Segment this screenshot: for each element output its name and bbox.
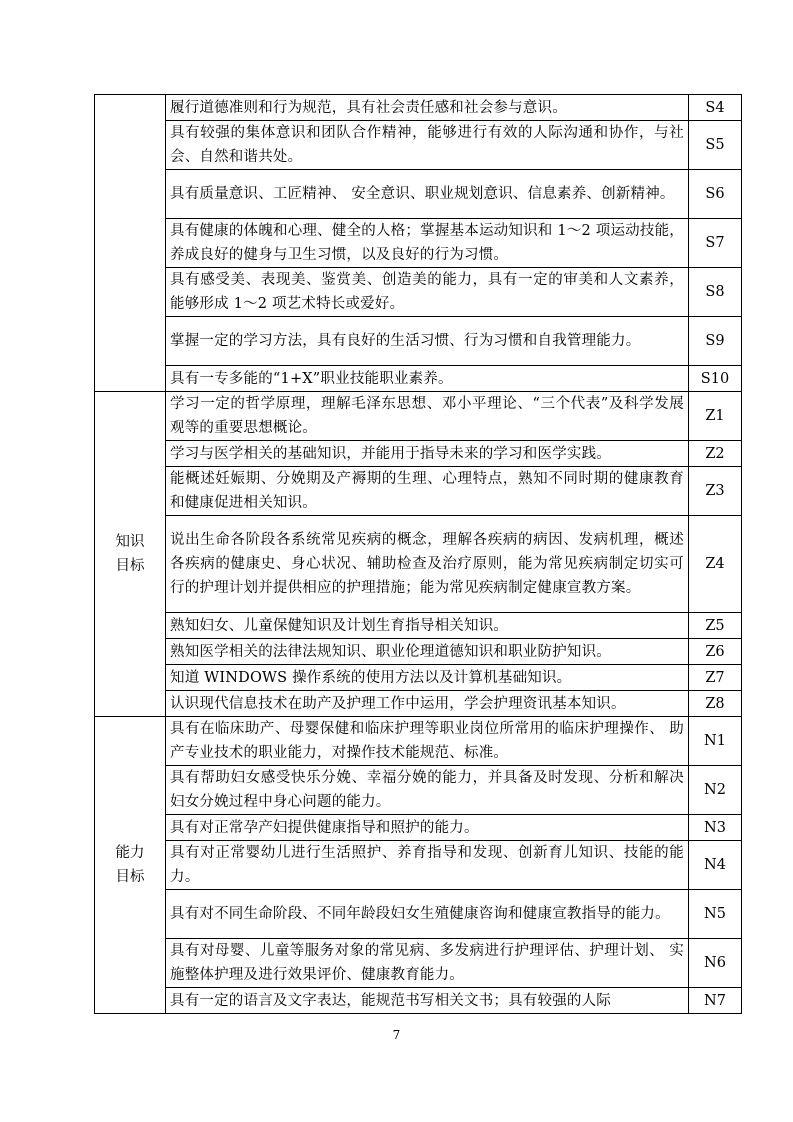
goal-description: 学习与医学相关的基础知识，并能用于指导未来的学习和医学实践。: [166, 441, 689, 467]
table-row: [95, 939, 742, 988]
category-label: 能力目标: [115, 845, 145, 885]
table-row: [95, 516, 742, 613]
table-row: [95, 841, 742, 890]
goal-description: 说出生命各阶段各系统常见疾病的概念，理解各疾病的病因、发病机理，概述各疾病的健康史、身心状况、辅助检查及治疗原则，能为常见疾病制定切实可行的护理计划并提供相应的护理措施；能为常见疾病制定健康宣教方案。: [166, 516, 689, 613]
table-row: [95, 219, 742, 268]
goal-code: S9: [689, 317, 742, 366]
goal-description: 具有对不同生命阶段、不同年龄段妇女生殖健康咨询和健康宣教指导的能力。: [166, 890, 689, 939]
page-number: 7: [392, 1028, 401, 1042]
goal-description: 具有感受美、表现美、鉴赏美、创造美的能力，具有一定的审美和人文素养，能够形成 1～2 项艺术特长或爱好。: [166, 268, 689, 317]
table-row: [95, 170, 742, 219]
goal-code: N2: [689, 766, 742, 815]
goal-description: 熟知医学相关的法律法规知识、职业伦理道德知识和职业防护知识。: [166, 639, 689, 665]
goal-code: N7: [689, 988, 742, 1014]
goal-description: 具有质量意识、工匠精神、 安全意识、职业规划意识、信息素养、创新精神。: [166, 170, 689, 219]
goal-code: S4: [689, 95, 742, 121]
goal-code: N4: [689, 841, 742, 890]
goal-code: Z1: [689, 392, 742, 441]
goal-description: 具有一定的语言及文字表达，能规范书写相关文书；具有较强的人际: [166, 988, 689, 1014]
goal-description: 能概述妊娠期、分娩期及产褥期的生理、心理特点，熟知不同时期的健康教育和健康促进相关知识。: [166, 467, 689, 516]
table-row: [95, 988, 742, 1014]
goal-description: 熟知妇女、儿童保健知识及计划生育指导相关知识。: [166, 613, 689, 639]
table-row: [95, 717, 742, 766]
goal-description: 掌握一定的学习方法，具有良好的生活习惯、行为习惯和自我管理能力。: [166, 317, 689, 366]
goal-description: 具有在临床助产、母婴保健和临床护理等职业岗位所常用的临床护理操作、 助产专业技术的职业能力，对操作技术能规范、标准。: [166, 717, 689, 766]
goal-code: Z3: [689, 467, 742, 516]
goal-code: N3: [689, 815, 742, 841]
table-row: [95, 766, 742, 815]
table-row: [95, 366, 742, 392]
table-row: [95, 613, 742, 639]
goal-description: 知道 WINDOWS 操作系统的使用方法以及计算机基础知识。: [166, 665, 689, 691]
goal-code: S7: [689, 219, 742, 268]
table-row: [95, 121, 742, 170]
category-ability: [95, 717, 166, 1014]
goal-description: 具有对正常婴幼儿进行生活照护、养育指导和发现、创新育儿知识、技能的能力。: [166, 841, 689, 890]
goal-code: S5: [689, 121, 742, 170]
table-row: [95, 665, 742, 691]
goal-code: Z5: [689, 613, 742, 639]
goal-code: N5: [689, 890, 742, 939]
table-row: [95, 95, 742, 121]
table-row: [95, 392, 742, 441]
table-row: [95, 441, 742, 467]
goal-description: 具有对正常孕产妇提供健康指导和照护的能力。: [166, 815, 689, 841]
table-row: [95, 467, 742, 516]
goal-description: 具有帮助妇女感受快乐分娩、幸福分娩的能力，并具备及时发现、分析和解决妇女分娩过程中身心问题的能力。: [166, 766, 689, 815]
table-row: [95, 639, 742, 665]
goal-code: S6: [689, 170, 742, 219]
goal-code: N1: [689, 717, 742, 766]
goal-description: 学习一定的哲学原理，理解毛泽东思想、邓小平理论、“三个代表”及科学发展观等的重要思想概论。: [166, 392, 689, 441]
goal-code: S8: [689, 268, 742, 317]
goal-code: Z7: [689, 665, 742, 691]
category-cell-continued: [95, 95, 166, 392]
table-row: [95, 890, 742, 939]
category-knowledge: [95, 392, 166, 717]
goal-description: 履行道德准则和行为规范，具有社会责任感和社会参与意识。: [166, 95, 689, 121]
category-label: 知识目标: [115, 534, 145, 574]
table-row: [95, 691, 742, 717]
goal-description: 具有一专多能的“1+X”职业技能职业素养。: [166, 366, 689, 392]
goal-description: 认识现代信息技术在助产及护理工作中运用，学会护理资讯基本知识。: [166, 691, 689, 717]
goal-description: 具有较强的集体意识和团队合作精神，能够进行有效的人际沟通和协作，与社会、自然和谐共处。: [166, 121, 689, 170]
training-goals-table: [94, 94, 742, 1014]
table-row: [95, 268, 742, 317]
goal-code: N6: [689, 939, 742, 988]
goal-code: Z4: [689, 516, 742, 613]
goal-code: S10: [689, 366, 742, 392]
goal-code: Z2: [689, 441, 742, 467]
table-row: [95, 815, 742, 841]
goal-description: 具有对母婴、儿童等服务对象的常见病、多发病进行护理评估、护理计划、 实施整体护理及进行效果评价、健康教育能力。: [166, 939, 689, 988]
table-row: [95, 317, 742, 366]
goal-description: 具有健康的体魄和心理、健全的人格；掌握基本运动知识和 1～2 项运动技能，养成良好的健身与卫生习惯，以及良好的行为习惯。: [166, 219, 689, 268]
goal-code: Z8: [689, 691, 742, 717]
goal-code: Z6: [689, 639, 742, 665]
